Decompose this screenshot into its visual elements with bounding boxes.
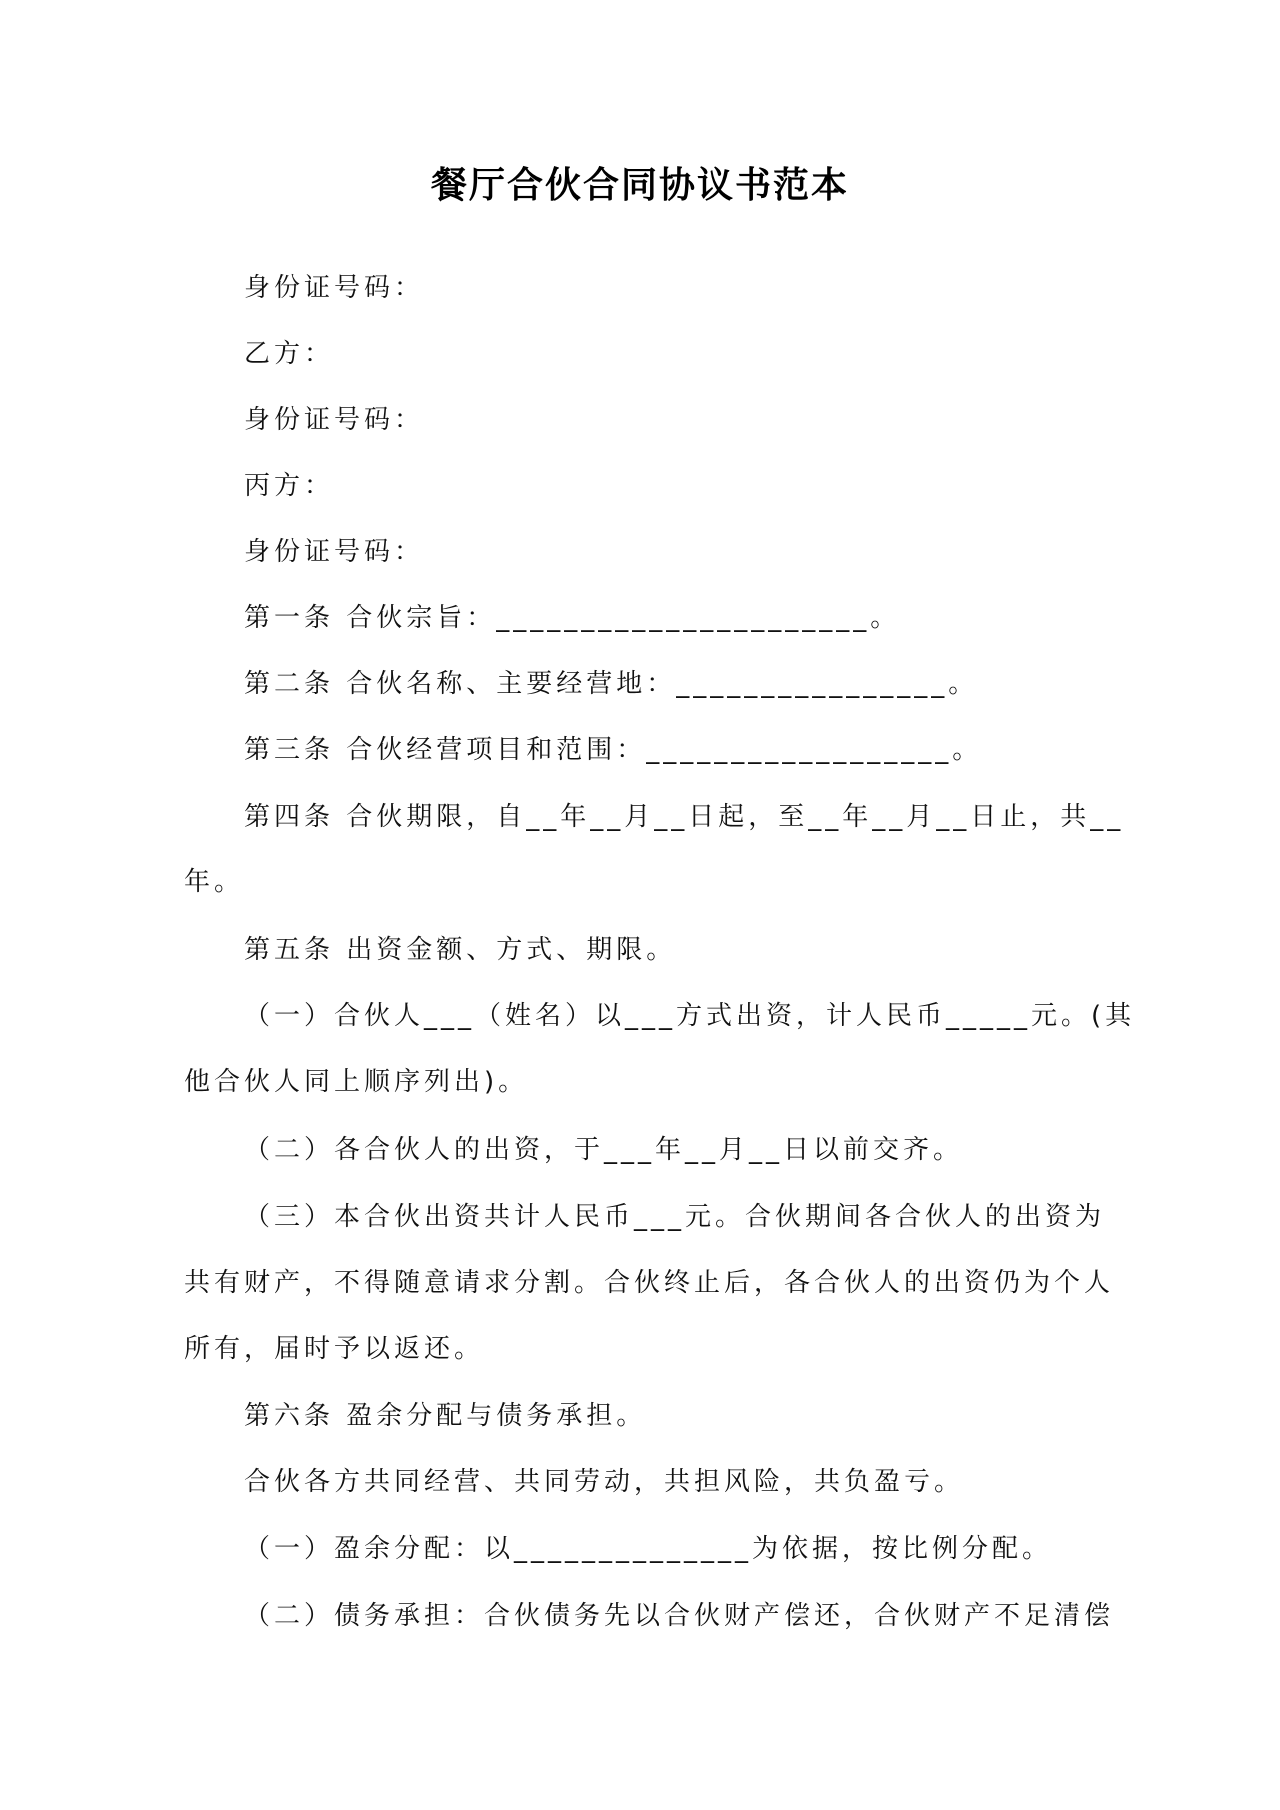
article-5-clause-2: （二）各合伙人的出资，于___年__月__日以前交齐。: [244, 1135, 964, 1165]
id-number-line-1: 身份证号码：: [244, 273, 425, 303]
article-1: 第一条 合伙宗旨：______________________。: [244, 603, 901, 633]
article-6-clause-1: （一）盈余分配：以______________为依据，按比例分配。: [244, 1534, 1053, 1564]
id-number-line-2: 身份证号码：: [244, 405, 425, 435]
article-5-clause-1-line-1: （一）合伙人___（姓名）以___方式出资，计人民币_____元。(其: [244, 1001, 1136, 1031]
article-5-clause-1-line-2: 他合伙人同上顺序列出)。: [184, 1067, 529, 1097]
article-3: 第三条 合伙经营项目和范围：__________________。: [244, 735, 983, 765]
article-5-clause-3-line-1: （三）本合伙出资共计人民币___元。合伙期间各合伙人的出资为: [244, 1202, 1106, 1232]
party-c-line: 丙方：: [244, 471, 335, 501]
article-6-intro: 合伙各方共同经营、共同劳动，共担风险，共负盈亏。: [244, 1467, 965, 1497]
article-5-clause-3-line-2: 共有财产，不得随意请求分割。合伙终止后，各合伙人的出资仍为个人: [184, 1268, 1115, 1298]
article-4-line-2: 年。: [184, 867, 245, 897]
article-5-clause-3-line-3: 所有，届时予以返还。: [184, 1334, 485, 1364]
document-title: 餐厅合伙合同协议书范本: [430, 165, 849, 206]
article-4-line-1: 第四条 合伙期限，自__年__月__日起，至__年__月__日止，共__: [244, 802, 1125, 832]
article-5-heading: 第五条 出资金额、方式、期限。: [244, 935, 677, 965]
article-6-clause-2: （二）债务承担：合伙债务先以合伙财产偿还，合伙财产不足清偿: [244, 1601, 1115, 1631]
article-6-heading: 第六条 盈余分配与债务承担。: [244, 1401, 647, 1431]
article-2: 第二条 合伙名称、主要经营地：________________。: [244, 669, 979, 699]
party-b-line: 乙方：: [244, 339, 335, 369]
id-number-line-3: 身份证号码：: [244, 537, 425, 567]
